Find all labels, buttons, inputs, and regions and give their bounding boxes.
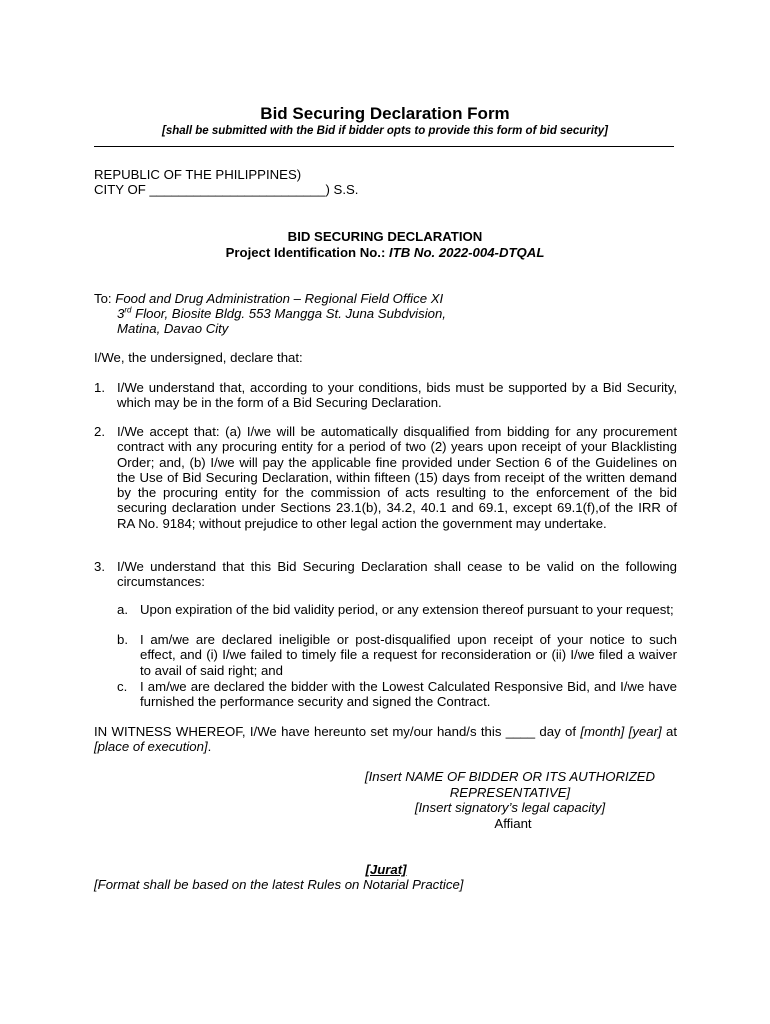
subitem-letter: c. xyxy=(117,679,128,694)
witness-end: . xyxy=(207,739,212,755)
project-label: Project Identification No.: xyxy=(225,245,390,260)
subitem-text: I am/we are declared the bidder with the Lowest Calculated Responsive Bid, and I/we have furnished the performance security and signed the Contract. xyxy=(140,679,677,710)
item-number: 2. xyxy=(94,424,105,439)
item-number: 3. xyxy=(94,559,105,574)
witness-month: [month] xyxy=(580,724,625,739)
witness-year: [year] xyxy=(628,724,662,739)
affiant-label: Affiant xyxy=(494,816,532,831)
project-number: ITB No. 2022-004-DTQAL xyxy=(389,245,545,260)
subitem-text: I am/we are declared ineligible or post-disqualified upon receipt of your notice to such effect, and (i) I/we failed to timely file a request for reconsideration or (ii) I/we filed a waiver to avail of said right; and xyxy=(140,632,677,678)
subitem-letter: b. xyxy=(117,632,128,647)
divider-line xyxy=(94,146,674,147)
address-street: Floor, Biosite Bldg. 553 Mangga St. Juna Subdvision, xyxy=(131,306,446,321)
witness-clause xyxy=(94,724,677,755)
addressee-line-3: Matina, Davao City xyxy=(117,321,229,336)
witness-at: at xyxy=(661,724,677,739)
floor-suffix: rd xyxy=(124,305,132,315)
republic-line: REPUBLIC OF THE PHILIPPINES) xyxy=(94,167,302,182)
project-identification xyxy=(0,245,770,260)
item-text: I/We understand that, according to your conditions, bids must be supported by a Bid Security, which may be in the form of a Bid Securing Declaration. xyxy=(117,380,677,411)
signatory-name-line-1: [Insert NAME OF BIDDER OR ITS AUTHORIZED xyxy=(364,769,656,784)
addressee-name: Food and Drug Administration – Regional Field Office XI xyxy=(115,291,444,306)
witness-place: [place of execution] xyxy=(94,739,208,755)
jurat-note: [Format shall be based on the latest Rules on Notarial Practice] xyxy=(94,877,464,892)
addressee-line-1 xyxy=(94,291,443,306)
addressee-line-2 xyxy=(117,306,446,321)
city-line: CITY OF ________________________) S.S. xyxy=(94,182,359,197)
item-text: I/We accept that: (a) I/we will be automatically disqualified from bidding for any procurement contract with any procuring entity for a period of two (2) years upon receipt of your Blacklisting Order; and, (b) I/we will pay the applicable fine provided under Section 6 of the Guidelines on the Use of Bid Securing Declaration, within fifteen (15) days from receipt of the written demand by the procuring entity for the commission of acts resulting to the enforcement of the bid securing declaration under Sections 23.1(b), 34.2, 40.1 and 69.1, except 69.1(f),of the IRR of RA No. 9184; without prejudice to other legal action the government may undertake. xyxy=(117,424,677,531)
signatory-name-line-2: REPRESENTATIVE] xyxy=(449,785,571,800)
form-subtitle: [shall be submitted with the Bid if bidder opts to provide this form of bid security] xyxy=(162,125,608,137)
item-text: I/We understand that this Bid Securing Declaration shall cease to be valid on the following circumstances: xyxy=(117,559,677,590)
floor-number: 3 xyxy=(117,306,125,321)
witness-text: IN WITNESS WHEREOF, I/We have hereunto set my/our hand/s this ____ day of xyxy=(94,724,581,739)
item-number: 1. xyxy=(94,380,105,395)
intro-text: I/We, the undersigned, declare that: xyxy=(94,350,303,365)
form-title: Bid Securing Declaration Form xyxy=(260,104,510,123)
declaration-heading: BID SECURING DECLARATION xyxy=(287,229,483,244)
to-label: To: xyxy=(94,291,116,306)
signatory-capacity: [Insert signatory’s legal capacity] xyxy=(414,800,606,815)
jurat-label: [Jurat] xyxy=(365,862,407,877)
subitem-text: Upon expiration of the bid validity period, or any extension thereof pursuant to your request; xyxy=(140,602,674,617)
subitem-letter: a. xyxy=(117,602,128,617)
